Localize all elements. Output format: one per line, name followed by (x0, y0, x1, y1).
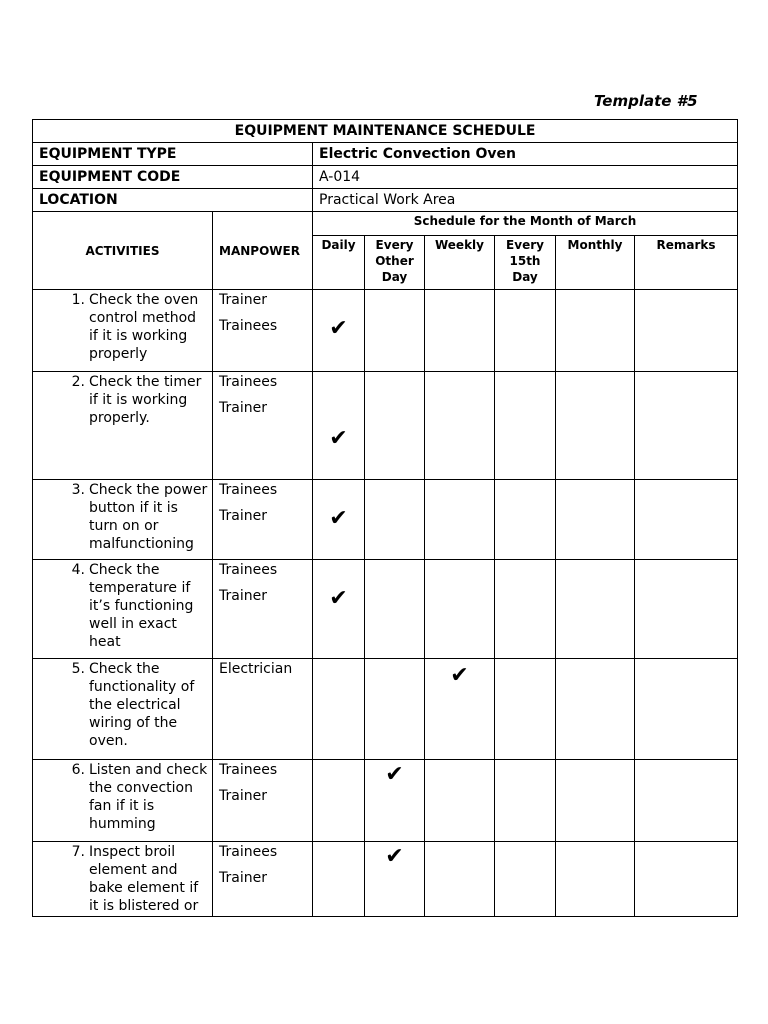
check-mark-icon: ✔ (329, 586, 348, 611)
table-row (33, 480, 738, 560)
manpower-header: MANPOWER (213, 212, 313, 290)
daily-header: Daily (313, 236, 365, 290)
every-15th-day-cell (495, 480, 556, 560)
manpower-item: Trainees (219, 844, 278, 860)
monthly-header: Monthly (556, 236, 635, 290)
daily-cell (313, 659, 365, 760)
check-mark-icon: ✔ (329, 426, 348, 451)
remarks-cell (635, 760, 738, 842)
activity-cell (33, 560, 213, 659)
weekly-header: Weekly (425, 236, 495, 290)
location-label: LOCATION (33, 189, 313, 212)
monthly-cell (556, 842, 635, 917)
manpower-cell (213, 480, 313, 560)
remarks-cell (635, 659, 738, 760)
every-15th-day-cell (495, 760, 556, 842)
manpower-cell (213, 290, 313, 372)
activity-number: 4. (71, 562, 85, 578)
daily-check-cell (313, 290, 365, 372)
monthly-cell (556, 760, 635, 842)
check-mark-icon: ✔ (385, 844, 404, 869)
maintenance-schedule-table (32, 119, 738, 917)
template-label: Template #5 (594, 92, 698, 110)
every-other-day-cell (365, 659, 425, 760)
every-other-day-header-line: Day (381, 270, 408, 284)
weekly-cell (425, 290, 495, 372)
remarks-cell (635, 372, 738, 480)
remarks-header: Remarks (635, 236, 738, 290)
table-row (33, 659, 738, 760)
every-other-day-header-line: Every (375, 238, 414, 252)
activity-number: 5. (71, 661, 85, 677)
every-other-day-cell (365, 290, 425, 372)
manpower-cell (213, 760, 313, 842)
every-other-day-cell (365, 560, 425, 659)
schedule-title: EQUIPMENT MAINTENANCE SCHEDULE (33, 120, 738, 143)
daily-check-cell (313, 480, 365, 560)
activity-text: Check the temperature if it’s functioning well in exact heat (89, 562, 194, 650)
every-15th-day-cell (495, 842, 556, 917)
equipment-code-value: A-014 (313, 166, 738, 189)
manpower-item: Trainer (219, 870, 267, 886)
manpower-item: Trainer (219, 292, 267, 308)
equipment-type-label: EQUIPMENT TYPE (33, 143, 313, 166)
daily-cell (313, 760, 365, 842)
every-other-day-check-cell (365, 842, 425, 917)
activity-cell (33, 480, 213, 560)
weekly-cell (425, 480, 495, 560)
table-row (33, 560, 738, 659)
activity-text: Inspect broil element and bake element if it is blistered or (89, 844, 199, 914)
every-15th-day-header-line: 15th (509, 254, 541, 268)
activity-number: 7. (71, 844, 85, 860)
daily-check-cell (313, 560, 365, 659)
activity-number: 1. (71, 292, 85, 308)
remarks-cell (635, 842, 738, 917)
check-mark-icon: ✔ (329, 316, 348, 341)
location-value: Practical Work Area (313, 189, 738, 212)
every-15th-day-header (495, 236, 556, 290)
table-row (33, 842, 738, 917)
equipment-code-label: EQUIPMENT CODE (33, 166, 313, 189)
activity-text: Check the oven control method if it is working properly (89, 292, 199, 362)
monthly-cell (556, 659, 635, 760)
activity-text: Check the functionality of the electrical wiring of the oven. (89, 661, 195, 749)
every-other-day-cell (365, 480, 425, 560)
remarks-cell (635, 480, 738, 560)
monthly-cell (556, 560, 635, 659)
manpower-cell (213, 842, 313, 917)
every-other-day-check-cell (365, 760, 425, 842)
activity-number: 6. (71, 762, 85, 778)
manpower-cell (213, 372, 313, 480)
monthly-cell (556, 480, 635, 560)
manpower-item: Trainees (219, 762, 278, 778)
check-mark-icon: ✔ (450, 663, 469, 688)
monthly-cell (556, 372, 635, 480)
manpower-item: Electrician (219, 661, 293, 677)
activities-header: ACTIVITIES (33, 212, 213, 290)
every-15th-day-cell (495, 560, 556, 659)
every-15th-day-cell (495, 372, 556, 480)
weekly-check-cell (425, 659, 495, 760)
every-15th-day-header-line: Every (506, 238, 544, 252)
check-mark-icon: ✔ (385, 762, 404, 787)
manpower-item: Trainer (219, 508, 267, 524)
check-mark-icon: ✔ (329, 506, 348, 531)
activity-cell (33, 372, 213, 480)
activity-number: 3. (71, 482, 85, 498)
manpower-cell (213, 659, 313, 760)
every-other-day-header-line: Other (375, 254, 414, 268)
every-15th-day-cell (495, 290, 556, 372)
activity-text: Listen and check the convection fan if it is humming (89, 762, 208, 832)
remarks-cell (635, 560, 738, 659)
monthly-cell (556, 290, 635, 372)
activity-cell (33, 842, 213, 917)
weekly-cell (425, 842, 495, 917)
activity-number: 2. (71, 374, 85, 390)
every-15th-day-header-line: Day (512, 270, 538, 284)
every-15th-day-cell (495, 659, 556, 760)
daily-check-cell (313, 372, 365, 480)
manpower-item: Trainer (219, 788, 267, 804)
table-row (33, 372, 738, 480)
table-row (33, 760, 738, 842)
equipment-type-value: Electric Convection Oven (313, 143, 738, 166)
table-row (33, 290, 738, 372)
weekly-cell (425, 560, 495, 659)
manpower-item: Trainees (219, 318, 278, 334)
remarks-cell (635, 290, 738, 372)
manpower-item: Trainees (219, 374, 278, 390)
manpower-item: Trainees (219, 482, 278, 498)
weekly-cell (425, 372, 495, 480)
activity-cell (33, 659, 213, 760)
daily-cell (313, 842, 365, 917)
activity-cell (33, 760, 213, 842)
manpower-cell (213, 560, 313, 659)
activity-text: Check the timer if it is working properly. (89, 374, 202, 426)
every-other-day-cell (365, 372, 425, 480)
weekly-cell (425, 760, 495, 842)
activity-cell (33, 290, 213, 372)
activity-text: Check the power button if it is turn on or malfunctioning (89, 482, 208, 552)
manpower-item: Trainer (219, 588, 267, 604)
schedule-month-header: Schedule for the Month of March (313, 212, 738, 236)
every-other-day-header (365, 236, 425, 290)
manpower-item: Trainer (219, 400, 267, 416)
manpower-item: Trainees (219, 562, 278, 578)
